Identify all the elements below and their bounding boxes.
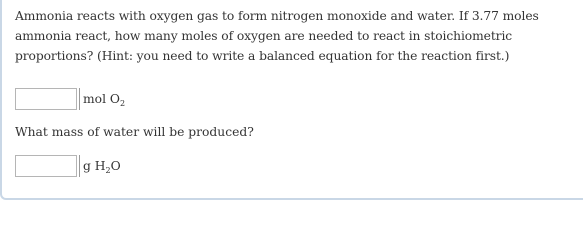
unit-suffix: O [110,159,121,173]
mass-water-input[interactable] [15,155,77,177]
unit-subscript: 2 [105,166,111,175]
question-text: Ammonia reacts with oxygen gas to form nitrogen monoxide and water. If 3.77 moles ammonia react, how many moles of oxygen are needed to react in stoichiometric proportions? (Hint: you need to write a balanced equation for the reaction first.) [15,9,539,63]
unit-label-mol-o2 [79,88,125,110]
unit-subscript: 2 [120,99,126,108]
unit-text: g H [83,159,106,173]
answer-row-mass-water [15,155,121,177]
subquestion-text: What mass of water will be produced? [15,125,254,139]
moles-oxygen-input[interactable] [15,88,77,110]
unit-label-g-h2o [79,155,121,177]
answer-row-moles-oxygen [15,88,125,110]
unit-text: mol O [83,92,120,106]
